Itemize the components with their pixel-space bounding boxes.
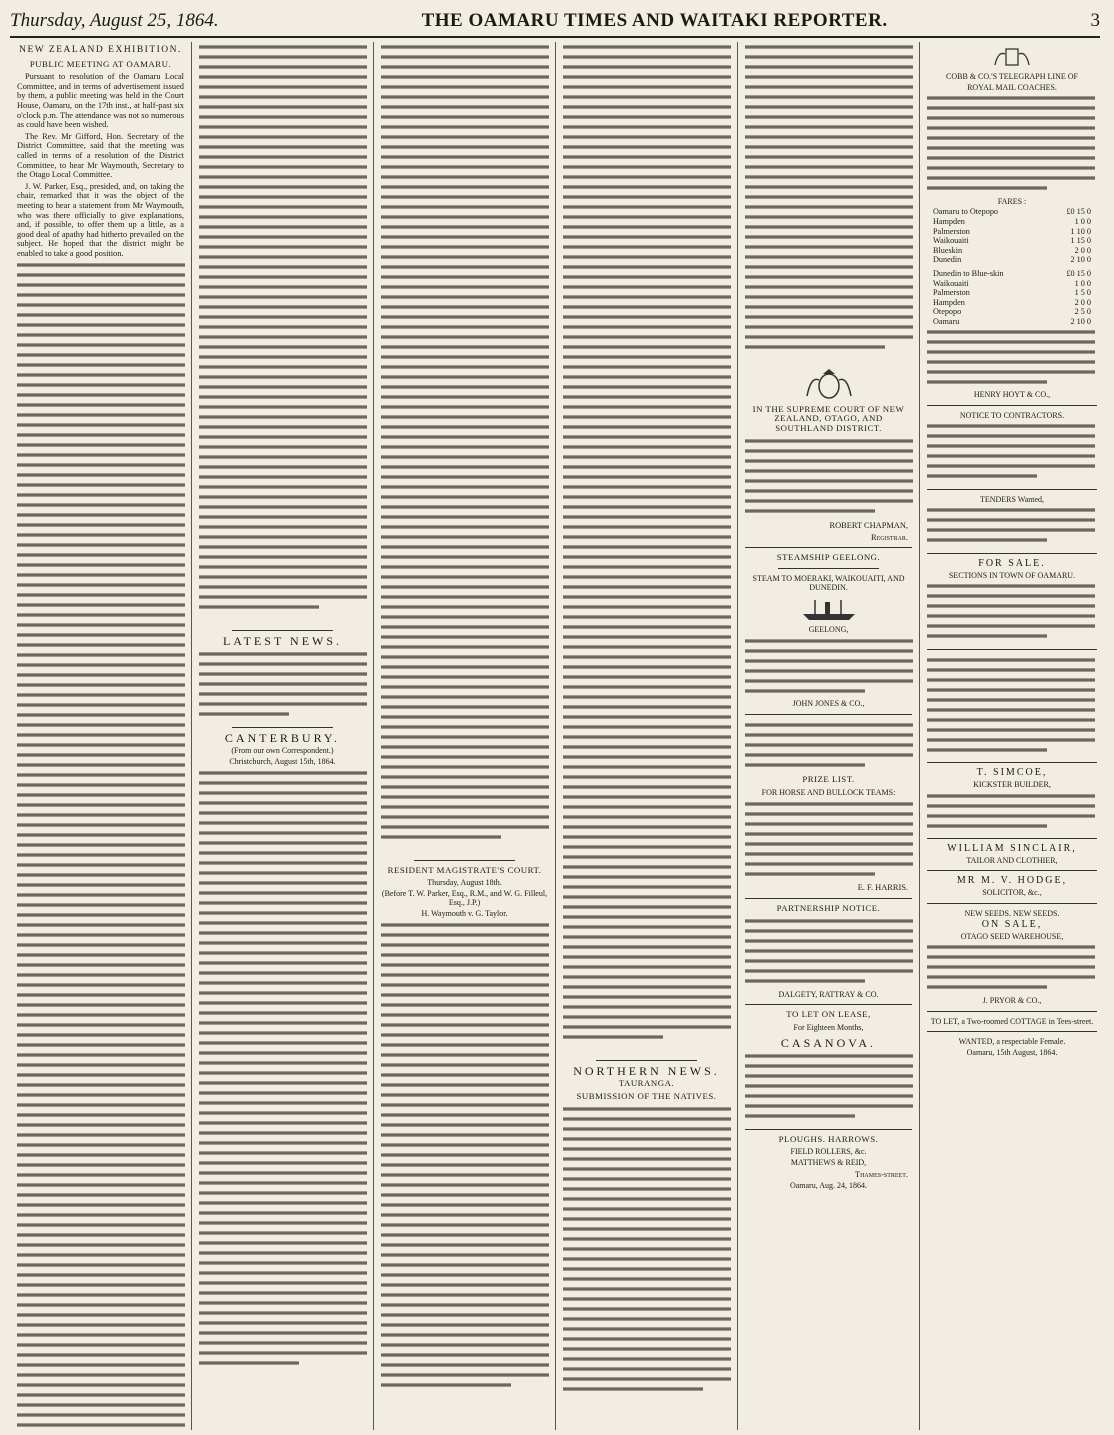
divider (414, 860, 514, 861)
column-3 (374, 42, 556, 1430)
lease-property-name: CASANOVA. (780, 1035, 877, 1050)
agent-name: JOHN JONES & CO., (792, 699, 865, 709)
for-sale-heading: FOR SALE. (978, 558, 1046, 570)
article-body-continued (17, 260, 184, 1430)
court-case: H. Waymouth v. G. Taylor. (421, 908, 508, 918)
royal-arms-icon (992, 45, 1032, 69)
divider (232, 630, 332, 631)
article-paragraph-1: Pursuant to resolution of the Oamaru Local Committee, and in terms of advertisement issued by them, a public meeting was held in the Court House, Oamaru, on the 17th inst., at half-past six o'clock p.m. The attendance was not so numerous as could have been wished. (17, 72, 184, 130)
text-lines-graphic (563, 42, 731, 1052)
text-lines-graphic (745, 916, 913, 986)
sinclair-name: WILLIAM SINCLAIR, (947, 843, 1077, 855)
divider (927, 838, 1097, 839)
col5-footer-date: Oamaru, Aug. 24, 1864. (789, 1181, 868, 1191)
steamship-heading: STEAMSHIP GEELONG. (776, 552, 881, 563)
columns (10, 42, 1104, 1430)
column-6 (920, 42, 1104, 1430)
divider (745, 898, 912, 899)
canterbury-heading: CANTERBURY. (224, 730, 341, 745)
fare-row: Palmerston 1 5 0 (933, 288, 1091, 298)
newspaper-title: THE OAMARU TIMES AND WAITAKI REPORTER. (421, 10, 888, 31)
text-lines-graphic (745, 1051, 913, 1121)
text-lines-graphic (745, 720, 913, 770)
fare-row: Hampden 1 0 0 (933, 216, 1091, 226)
magistrates-court-heading: RESIDENT MAGISTRATE'S COURT. (387, 864, 542, 875)
fare-row: Palmerston 1 10 0 (933, 226, 1091, 236)
column-5 (738, 42, 920, 1430)
text-lines-graphic (927, 421, 1095, 481)
fare-row: Waikouaiti 1 15 0 (933, 236, 1091, 246)
fare-row: Dunedin to Blue-skin £0 15 0 (933, 268, 1091, 278)
article-paragraph-2: The Rev. Mr Gifford, Hon. Secretary of the District Committee, said that the meeting was called in terms of a resolution of the District Committee, to hear Mr Waymouth, Secretary to the Otago Local Committee. (17, 131, 184, 180)
divider (927, 553, 1097, 554)
byline: (From our own Correspondent.) (231, 746, 334, 756)
exhibition-heading: NEW ZEALAND EXHIBITION. (19, 45, 182, 55)
partnership-heading: PARTNERSHIP NOTICE. (776, 902, 881, 913)
text-lines-graphic (381, 920, 549, 1400)
article-paragraph-3: J. W. Parker, Esq., presided, and, on taking the chair, remarked that it was the object of the meeting to hear a statement from Mr Waymouth, who was there officially to give explanations, and, if possible, to offer them up a little, as a good deal of apathy had hitherto prevailed on the subject. He hoped that the district might be enabled to take a good position. (17, 181, 184, 258)
submission-heading: SUBMISSION OF THE NATIVES. (576, 1090, 717, 1101)
on-sale-heading: ON SALE, (981, 919, 1043, 931)
cobb-heading: COBB & CO.'S TELEGRAPH LINE OF (946, 72, 1078, 81)
divider (927, 870, 1097, 871)
cobb-subheading: ROYAL MAIL COACHES. (967, 82, 1057, 92)
ploughs-line: FIELD ROLLERS, &c. (790, 1147, 867, 1157)
firm-name: DALGETY, RATTRAY & CO. (778, 989, 879, 999)
col6-footer-date: Oamaru, 15th August, 1864. (966, 1047, 1058, 1057)
divider (745, 547, 912, 548)
ploughs-heading: PLOUGHS. HARROWS. (778, 1133, 879, 1144)
fares-outbound (927, 207, 1097, 265)
matthews-address: Thames-street. (854, 1169, 908, 1179)
masthead (10, 6, 1100, 38)
fare-row: Waikouaiti 1 0 0 (933, 278, 1091, 288)
text-lines-graphic (927, 655, 1095, 755)
divider (745, 1004, 912, 1005)
latest-news-heading: LATEST NEWS. (222, 633, 343, 648)
divider (927, 649, 1097, 650)
sinclair-trade: TAILOR AND CLOTHIER, (966, 855, 1058, 865)
text-lines-graphic (381, 42, 549, 852)
column-4 (556, 42, 738, 1430)
divider (927, 1031, 1097, 1032)
divider (596, 1060, 696, 1061)
divider (927, 762, 1097, 763)
text-lines-graphic (199, 768, 367, 1368)
issue-date: Thursday, August 25, 1864. (10, 10, 219, 31)
text-lines-graphic (745, 42, 913, 362)
fare-row: Oamaru 2 10 0 (933, 316, 1091, 326)
text-lines-graphic (927, 93, 1095, 193)
matthews-reid: MATTHEWS & REID, (790, 1158, 867, 1168)
lease-term: For Eighteen Months, (793, 1023, 864, 1033)
court-bench: (Before T. W. Parker, Esq., R.M., and W. G. Filleul, Esq., J.P.) (381, 888, 548, 908)
divider (232, 727, 332, 728)
text-lines-graphic (927, 327, 1095, 387)
text-lines-graphic (17, 260, 185, 1430)
fare-row: Otepopo 2 5 0 (933, 307, 1091, 317)
contractors-heading: NOTICE TO CONTRACTORS. (959, 410, 1065, 420)
tenders-heading: TENDERS Wanted, (979, 494, 1045, 504)
fare-row: Dunedin 2 10 0 (933, 255, 1091, 265)
divider (745, 1129, 912, 1130)
steamship-icon (799, 596, 859, 622)
lease-heading: TO LET ON LEASE, (786, 1009, 871, 1020)
column-2 (192, 42, 374, 1430)
vessel-name: GEELONG, (808, 624, 849, 634)
page-number: 3 (1090, 10, 1100, 31)
fares-return (927, 269, 1097, 327)
sections-heading: SECTIONS IN TOWN OF OAMARU. (948, 570, 1076, 580)
court-date: Thursday, August 18th. (427, 878, 502, 888)
pryor-name: J. PRYOR & CO., (982, 995, 1042, 1005)
simcoe-name: T. SIMCOE, (976, 767, 1048, 779)
text-lines-graphic (927, 942, 1095, 992)
royal-crest-icon (801, 368, 857, 402)
dateline: Christchurch, August 15th, 1864. (229, 756, 336, 766)
new-seeds-heading: NEW SEEDS. NEW SEEDS. (964, 908, 1060, 918)
supreme-court-heading: IN THE SUPREME COURT OF NEW ZEALAND, OTAGO, AND SOUTHLAND DISTRICT. (752, 403, 905, 433)
text-lines-graphic (745, 636, 913, 696)
steam-route: STEAM TO MOERAKI, WAIKOUAITI, AND DUNEDIN. (752, 573, 905, 593)
meeting-subheading: PUBLIC MEETING AT OAMARU. (29, 58, 172, 69)
fare-row: Oamaru to Otepopo £0 15 0 (933, 207, 1091, 217)
prize-signature: E. F. HARRIS. (857, 883, 908, 893)
divider (927, 405, 1097, 406)
column-1 (10, 42, 192, 1430)
divider (745, 714, 912, 715)
text-lines-graphic (563, 1104, 731, 1404)
wanted-female: WANTED, a respectable Female. (958, 1037, 1066, 1047)
northern-news-heading: NORTHERN NEWS. (573, 1063, 720, 1078)
fare-row: Blueskin 2 0 0 (933, 245, 1091, 255)
text-lines-graphic (199, 42, 367, 622)
seed-warehouse: OTAGO SEED WAREHOUSE, (960, 931, 1064, 941)
hodge-trade: SOLICITOR, &c., (982, 888, 1042, 897)
divider (778, 568, 878, 569)
text-lines-graphic (745, 799, 913, 879)
tauranga-heading: TAURANGA. (618, 1078, 675, 1089)
simcoe-trade: KICKSTER BUILDER, (973, 780, 1051, 790)
prize-list-subheading: FOR HORSE AND BULLOCK TEAMS: (761, 787, 896, 797)
text-lines-graphic (927, 505, 1095, 545)
proprietors: HENRY HOYT & CO., (973, 390, 1051, 400)
text-lines-graphic (927, 791, 1095, 831)
hodge-name: MR M. V. HODGE, (956, 875, 1068, 887)
text-lines-graphic (927, 581, 1095, 641)
fare-row: Hampden 2 0 0 (933, 297, 1091, 307)
divider (927, 903, 1097, 904)
text-lines-graphic (199, 649, 367, 719)
divider (927, 489, 1097, 490)
registrar-role: Registrar. (870, 532, 908, 542)
fares-label: FARES : (997, 196, 1027, 206)
registrar-signature: ROBERT CHAPMAN, (829, 520, 908, 530)
prize-list-heading: PRIZE LIST. (802, 774, 855, 785)
text-lines-graphic (745, 436, 913, 516)
divider (927, 1011, 1097, 1012)
to-let-cottage: TO LET, a Two-roomed COTTAGE in Tees-street. (930, 1016, 1094, 1026)
